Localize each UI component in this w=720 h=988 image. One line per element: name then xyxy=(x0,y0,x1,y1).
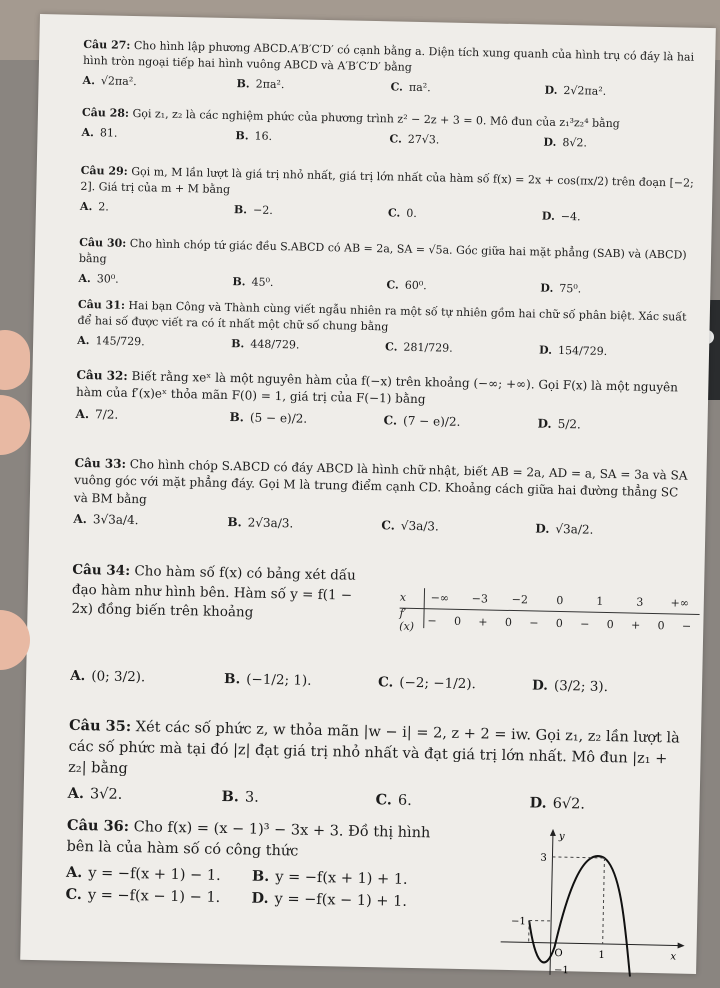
sign-table-x-row: x −∞ −3 −2 0 1 3 +∞ xyxy=(400,588,700,612)
question-34-options xyxy=(70,663,686,699)
question-29 xyxy=(80,163,697,228)
question-label: Câu 34: xyxy=(72,562,130,579)
options: A. 145/729. B. 448/729. C. 281/729. D. 154/729. xyxy=(77,333,693,362)
question-28 xyxy=(81,105,698,154)
question-35 xyxy=(67,715,685,818)
function-graph xyxy=(490,824,693,988)
sign-table-fp-label: f′(x) xyxy=(399,607,420,633)
question-30 xyxy=(78,235,695,300)
graph-guide-1 xyxy=(603,858,605,944)
graph-tick-1: 1 xyxy=(598,950,605,961)
question-stem: Cho hình lập phương ABCD.A′B′C′D′ có cạnh bằng a. Diện tích xung quanh của hình trụ có đáy là hai hình tròn ngoại tiếp hai hình vuông ABCD và A′B′C′D′ bằng xyxy=(83,39,694,74)
question-stem: Cho hàm số f(x) có bảng xét dấu đạo hàm như hình bên. Hàm số y = f(1 − 2x) đồng biến trên khoảng xyxy=(71,563,356,621)
sign-table-fp-row: f′(x) − 0 + 0 − 0 − 0 + 0 − xyxy=(399,611,699,635)
options: A. y = −f(x + 1) − 1. B. y = −f(x + 1) + 1. C. y = −f(x − 1) − 1. D. y = −f(x − 1) + 1. xyxy=(65,862,438,914)
options: A. 3√3a/4. B. 2√3a/3. C. √3a/3. D. √3a/2. xyxy=(73,511,689,541)
question-label: Câu 31: xyxy=(78,298,125,312)
question-label: Câu 28: xyxy=(82,106,129,120)
question-label: Câu 30: xyxy=(79,236,126,250)
question-32 xyxy=(75,367,692,436)
question-stem: Cho f(x) = (x − 1)³ − 3x + 3. Đồ thị hình bên là của hàm số có công thức xyxy=(66,819,430,859)
options: A. 2. B. −2. C. 0. D. −4. xyxy=(80,199,696,228)
options: A. 3√2. B. 3. C. 6. D. 6√2. xyxy=(67,783,683,818)
graph-y-arrow xyxy=(550,829,556,836)
question-stem: Gọi z₁, z₂ là các nghiệm phức của phương trình z² − 2z + 3 = 0. Mô đun của z₁³z₂⁴ bằng xyxy=(132,107,620,130)
options: A. √2πa². B. 2πa². C. πa². D. 2√2πa². xyxy=(82,73,698,102)
graph-x-axis xyxy=(501,942,681,946)
options: A. 7/2. B. (5 − e)/2. C. (7 − e)/2. D. 5/2. xyxy=(75,406,691,436)
question-stem: Xét các số phức z, w thỏa mãn |w − i| = 2, z + 2 = iw. Gọi z₁, z₂ lần lượt là các số phức mà tại đó |z| đạt giá trị nhỏ nhất và đạt giá trị lớn nhất. Mô đun |z₁ + z₂| bằng xyxy=(68,719,680,777)
question-34 xyxy=(71,561,374,626)
graph-y-label: y xyxy=(558,831,565,842)
sign-table xyxy=(399,588,700,635)
finger xyxy=(0,395,30,455)
question-stem: Hai bạn Công và Thành cùng viết ngẫu nhiên ra một số tự nhiên gồm hai chữ số phân biệt. Xác suất để hai số được viết ra có ít nhất một chữ số chung bằng xyxy=(77,299,686,333)
options: A. 81. B. 16. C. 27√3. D. 8√2. xyxy=(81,125,697,154)
question-label: Câu 36: xyxy=(67,817,129,835)
options: A. (0; 3/2). B. (−1/2; 1). C. (−2; −1/2). D. (3/2; 3). xyxy=(70,667,686,699)
graph-tick-m1-x: −1 xyxy=(511,916,526,927)
question-stem: Gọi m, M lần lượt là giá trị nhỏ nhất, giá trị lớn nhất của hàm số f(x) = 2x + cos(πx/2) trên đoạn [−2; 2]. Giá trị của m + M bằng xyxy=(80,165,694,196)
question-36 xyxy=(65,815,439,914)
graph-x-arrow xyxy=(678,943,685,949)
question-label: Câu 35: xyxy=(69,717,131,735)
finger xyxy=(0,330,30,390)
sign-table-x-label: x xyxy=(400,590,420,603)
question-label: Câu 29: xyxy=(81,164,128,178)
question-label: Câu 27: xyxy=(83,38,130,52)
question-label: Câu 32: xyxy=(76,368,128,383)
graph-tick-m1-y: −1 xyxy=(554,965,569,976)
question-stem: Cho hình chóp S.ABCD có đáy ABCD là hình chữ nhật, biết AB = 2a, AD = a, SA = 3a và SA vuông góc với mặt phẳng đáy. Gọi M là trung điểm cạnh CD. Khoảng cách giữa hai đường thẳng SC và BM bằng xyxy=(74,457,688,506)
question-31 xyxy=(77,297,694,362)
options: A. 30⁰. B. 45⁰. C. 60⁰. D. 75⁰. xyxy=(78,271,694,300)
graph-origin-label: O xyxy=(554,948,562,959)
question-33 xyxy=(73,455,690,541)
question-stem: Cho hình chóp tứ giác đều S.ABCD có AB = 2a, SA = √5a. Góc giữa hai mặt phẳng (SAB) và (ABCD) bằng xyxy=(79,237,687,265)
graph-x-label: x xyxy=(670,951,676,962)
question-label: Câu 33: xyxy=(74,456,126,471)
graph-curve xyxy=(528,855,632,977)
graph-tick-3: 3 xyxy=(540,853,547,864)
question-27 xyxy=(82,37,699,102)
exam-paper xyxy=(20,14,716,974)
question-stem: Biết rằng xeˣ là một nguyên hàm của f(−x) trên khoảng (−∞; +∞). Gọi F(x) là một nguyên hàm của f′(x)eˣ thỏa mãn F(0) = 1, giá trị của F(−1) bằng xyxy=(76,369,678,407)
